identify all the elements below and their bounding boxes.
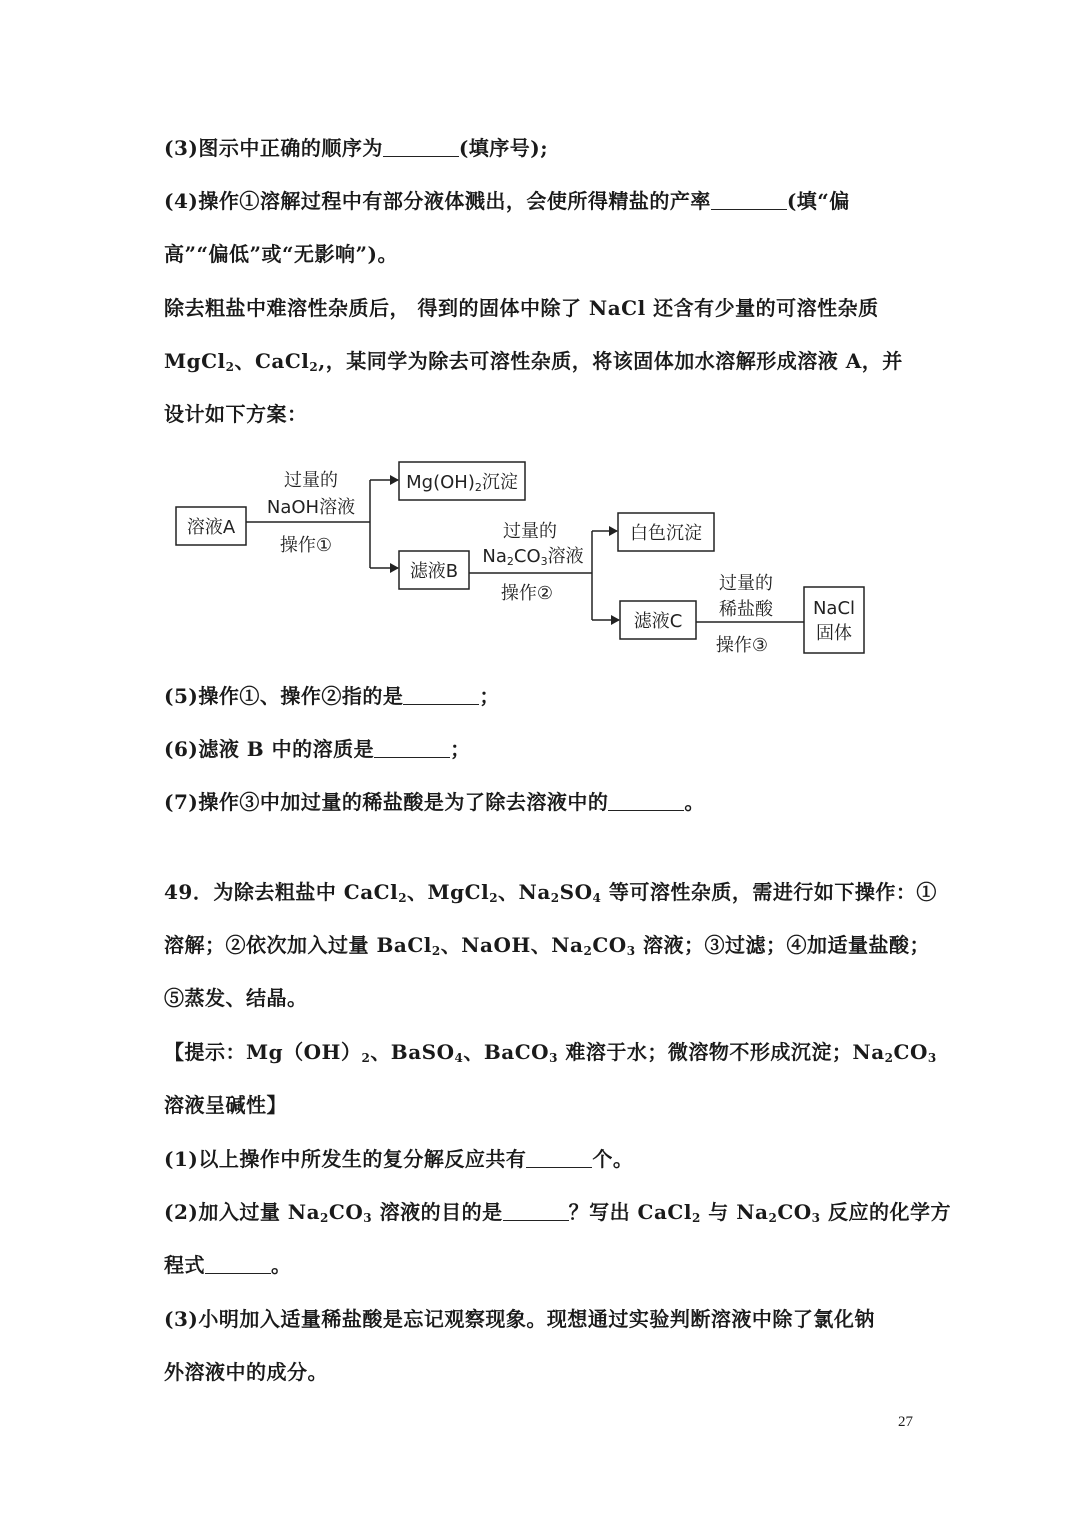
label-reagent1-name: NaOH溶液: [266, 497, 356, 518]
sub-question-3: (3)小明加入适量稀盐酸是忘记观察现象。现想通过实验判断溶液中除了氯化钠: [164, 1307, 875, 1331]
answer-blank: [711, 189, 787, 210]
answer-blank: [383, 136, 459, 157]
question-4-cont: 高”“偏低”或“无影响”)。: [164, 242, 398, 266]
sub-question-2: (2)加入过量 $Na_2CO_3$ 溶液的目的是 ？写出 CaCl$_2$ 与 $Na_2CO_3$ 反应的化学方: [164, 1200, 951, 1225]
label-nacl: NaCl: [812, 598, 856, 619]
question-4: (4)操作①溶解过程中有部分液体溅出，会使所得精盐的产率 (填“偏: [164, 189, 850, 213]
label-reagent2: 过量的: [503, 521, 557, 542]
page-number: 27: [898, 1414, 913, 1430]
answer-blank: [205, 1253, 271, 1274]
question-49-line-1: 49．为除去粗盐中 CaCl$_2$、MgCl$_2$、$Na_2SO_4$ 等可溶性杂质，需进行如下操作：①: [164, 880, 937, 905]
label-op1: 操作①: [279, 535, 333, 556]
question-7: (7)操作③中加过量的稀盐酸是为了除去溶液中的 。: [164, 790, 705, 814]
label-solid: 固体: [816, 623, 852, 644]
answer-blank: [503, 1200, 569, 1221]
intro-line-2: MgCl$_2$、CaCl$_2$,，某同学为除去可溶性杂质，将该固体加水溶解形成溶液 A，并: [164, 349, 903, 374]
intro-line-3: 设计如下方案：: [164, 402, 308, 426]
label-filtrate-c: 滤液C: [633, 611, 683, 632]
label-op3: 操作③: [715, 635, 769, 656]
label-solution-a: 溶液A: [186, 517, 236, 538]
answer-blank: [608, 790, 684, 811]
hint-line-2: 溶液呈碱性】: [164, 1093, 287, 1117]
label-reagent3-name: 稀盐酸: [719, 599, 773, 620]
intro-line-1: 除去粗盐中难溶性杂质后， 得到的固体中除了 NaCl 还含有少量的可溶性杂质: [164, 296, 879, 320]
question-49-line-2: 溶解；②依次加入过量 BaCl$_2$、NaOH、$Na_2CO_3$ 溶液；③过滤；④加适量盐酸；: [164, 933, 931, 958]
sub-question-3-cont: 外溶液中的成分。: [164, 1360, 328, 1384]
label-filtrate-b: 滤液B: [409, 561, 459, 582]
hint-line-1: 【提示：$Mg(OH)_2$、BaSO$_4$、BaCO$_3$ 难溶于水；微溶物不形成沉淀；$Na_2CO_3$: [164, 1040, 937, 1065]
sub-question-1: (1)以上操作中所发生的复分解反应共有 个。: [164, 1147, 634, 1171]
label-reagent1: 过量的: [284, 470, 338, 491]
question-3: (3)图示中正确的顺序为 (填序号);: [164, 136, 549, 160]
label-white-precipitate: 白色沉淀: [630, 523, 702, 544]
answer-blank: [526, 1147, 592, 1168]
flow-diagram: [170, 455, 880, 665]
label-op2: 操作②: [500, 583, 554, 604]
question-6: (6)滤液 B 中的溶质是 ；: [164, 737, 471, 761]
label-reagent3: 过量的: [719, 573, 773, 594]
label-mgoh2: Mg(OH)2沉淀: [406, 472, 518, 494]
question-49-line-3: ⑤蒸发、结晶。: [164, 986, 308, 1010]
sub-question-2-cont: 程式 。: [164, 1253, 292, 1277]
answer-blank: [374, 737, 450, 758]
answer-blank: [403, 684, 479, 705]
question-5: (5)操作①、操作②指的是 ；: [164, 684, 500, 708]
label-reagent2-name: Na2CO3溶液: [482, 546, 584, 568]
